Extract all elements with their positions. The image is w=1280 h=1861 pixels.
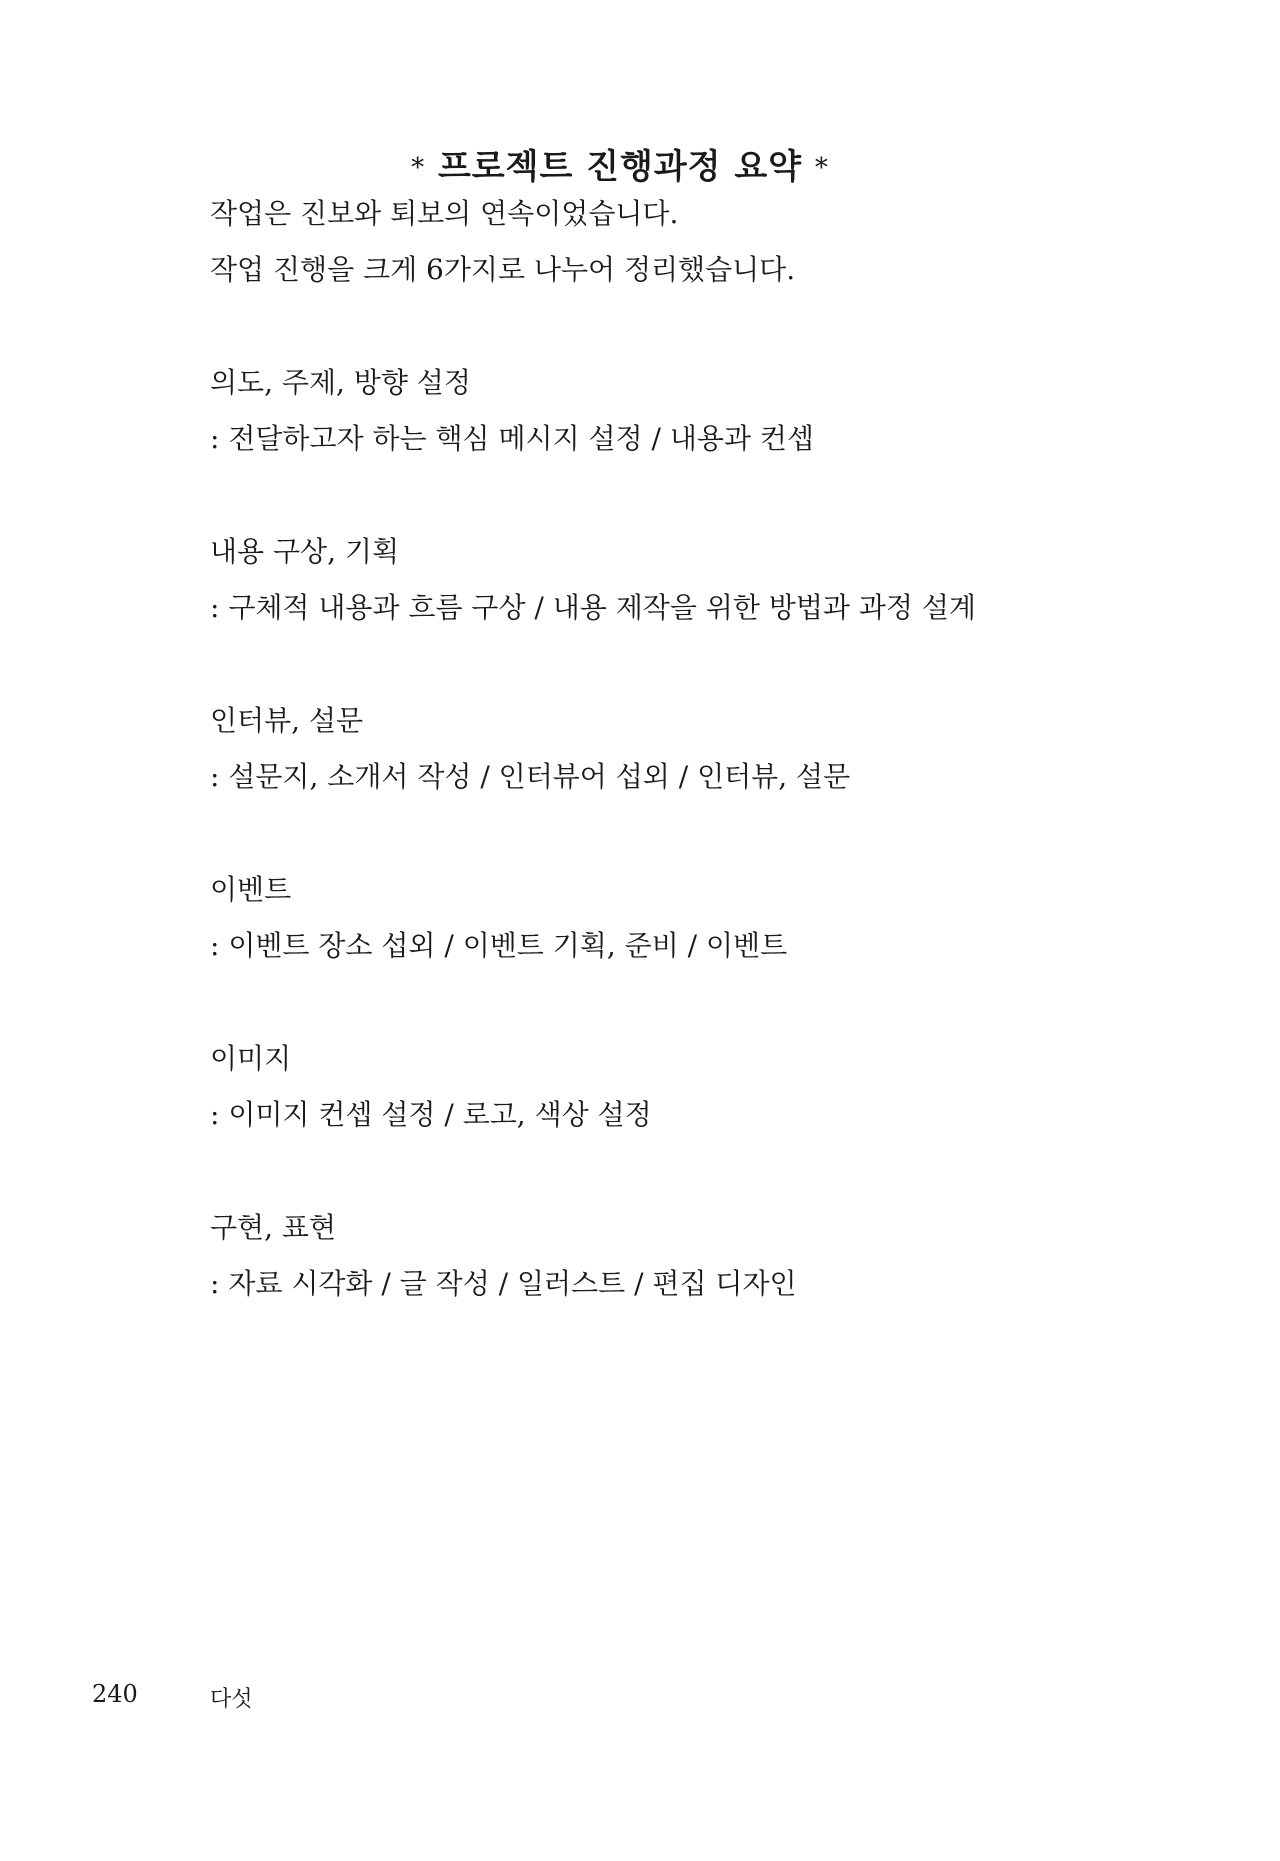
section-detail: : 자료 시각화 / 글 작성 / 일러스트 / 편집 디자인 — [210, 1267, 797, 1300]
section-heading: 이벤트 — [210, 873, 292, 906]
section-detail: : 이벤트 장소 섭외 / 이벤트 기획, 준비 / 이벤트 — [210, 929, 788, 962]
section-event — [210, 862, 1170, 974]
body-text — [210, 186, 1170, 1312]
section-image — [210, 1031, 1170, 1143]
page-number: 240 — [92, 1680, 138, 1708]
paragraph-gap — [210, 1143, 1170, 1200]
paragraph-gap — [210, 298, 1170, 355]
section-heading: 인터뷰, 설문 — [210, 704, 364, 737]
paragraph-gap — [210, 467, 1170, 524]
running-head: 다섯 — [210, 1687, 253, 1712]
section-detail: : 구체적 내용과 흐름 구상 / 내용 제작을 위한 방법과 과정 설계 — [210, 591, 976, 624]
title-star-right: * — [814, 152, 829, 183]
paragraph-gap — [210, 805, 1170, 862]
section-heading: 내용 구상, 기획 — [210, 535, 399, 568]
section-heading: 의도, 주제, 방향 설정 — [210, 366, 471, 399]
page-title — [0, 145, 1240, 190]
section-detail: : 이미지 컨셉 설정 / 로고, 색상 설정 — [210, 1098, 652, 1131]
title-star-left: * — [411, 152, 426, 183]
section-intent — [210, 355, 1170, 467]
intro-line-1: 작업은 진보와 퇴보의 연속이었습니다. — [210, 197, 679, 230]
section-heading: 구현, 표현 — [210, 1211, 336, 1244]
paragraph-gap — [210, 974, 1170, 1031]
paragraph-gap — [210, 636, 1170, 693]
section-detail: : 설문지, 소개서 작성 / 인터뷰어 섭외 / 인터뷰, 설문 — [210, 760, 851, 793]
section-heading: 이미지 — [210, 1042, 292, 1075]
intro-line-2: 작업 진행을 크게 6가지로 나누어 정리했습니다. — [210, 253, 796, 286]
section-interview — [210, 693, 1170, 805]
section-planning — [210, 524, 1170, 636]
section-implementation — [210, 1200, 1170, 1312]
section-detail: : 전달하고자 하는 핵심 메시지 설정 / 내용과 컨셉 — [210, 422, 814, 455]
title-text: 프로젝트 진행과정 요약 — [437, 146, 803, 187]
